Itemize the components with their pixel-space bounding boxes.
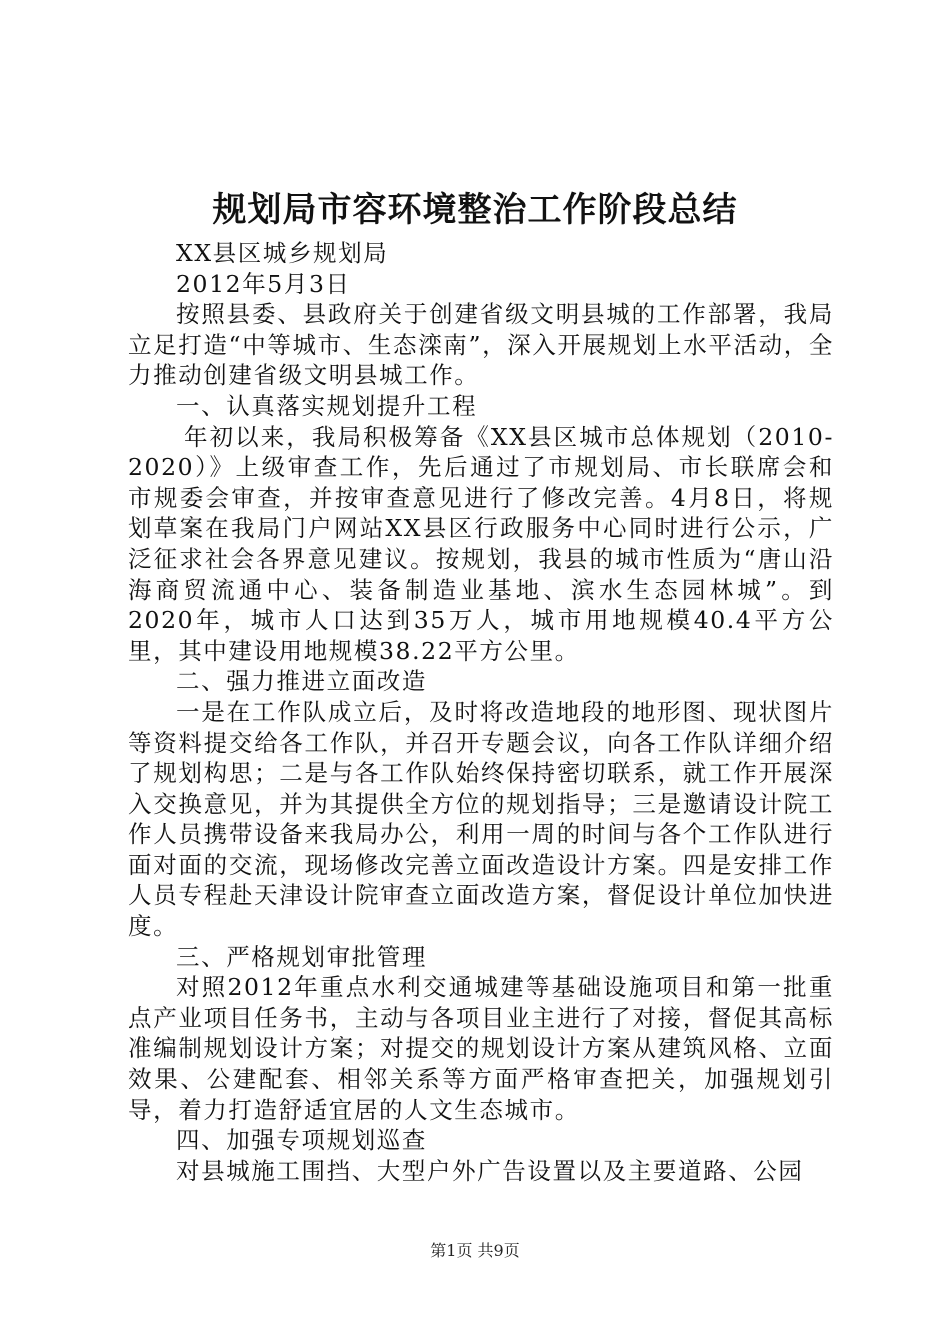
issuing-organization: XX县区城乡规划局 <box>176 239 389 267</box>
section-heading-3: 三、严格规划审批管理 <box>176 942 427 971</box>
section-paragraph-2: 一是在工作队成立后，及时将改造地段的地形图、现状图片等资料提交给各工作队，并召开专题会议，向各工作队详细介绍了规划构思；二是与各工作队始终保持密切联系，就工作开展深入交换意见，并为其提供全方位的规划指导；三是邀请设计院工作人员携带设备来我局办公，利用一周的时间与各个工作队进行面对面的交流，现场修改完善立面改造设计方案。四是安排工作人员专程赴天津设计院审查立面改造方案，督促设计单位加快进度。 <box>128 697 834 941</box>
section-heading-1: 一、认真落实规划提升工程 <box>176 391 478 420</box>
document-date: 2012年5月3日 <box>176 269 351 298</box>
page-number-footer: 第1页 共9页 <box>430 1241 520 1260</box>
section-heading-2: 二、强力推进立面改造 <box>176 667 427 696</box>
section-heading-4: 四、加强专项规划巡查 <box>176 1126 427 1155</box>
document-body <box>128 238 834 1186</box>
section-paragraph-3: 对照2012年重点水利交通城建等基础设施项目和第一批重点产业项目任务书，主动与各项目业主进行了对接，督促其高标准编制规划设计方案；对提交的规划设计方案从建筑风格、立面效果、公建配套、相邻关系等方面严格审查把关，加强规划引导，着力打造舒适宜居的人文生态城市。 <box>128 973 834 1124</box>
section-paragraph-1: 年初以来，我局积极筹备《XX县区城市总体规划（2010-2020）》上级审查工作，先后通过了市规划局、市长联席会和市规委会审查，并按审查意见进行了修改完善。4月8日，将规划草案在我局门户网站XX县区行政服务中心同时进行公示，广泛征求社会各界意见建议。按规划，我县的城市性质为“唐山沿海商贸流通中心、装备制造业基地、滨水生态园林城”。到2020年，城市人口达到35万人，城市用地规模40.4平方公里，其中建设用地规模38.22平方公里。 <box>128 422 834 665</box>
section-paragraph-4: 对县城施工围挡、大型户外广告设置以及主要道路、公园 <box>176 1156 804 1185</box>
intro-paragraph: 按照县委、县政府关于创建省级文明县城的工作部署，我局立足打造“中等城市、生态滦南”，深入开展规划上水平活动，全力推动创建省级文明县城工作。 <box>128 300 834 390</box>
document-title: 规划局市容环境整治工作阶段总结 <box>212 190 738 230</box>
